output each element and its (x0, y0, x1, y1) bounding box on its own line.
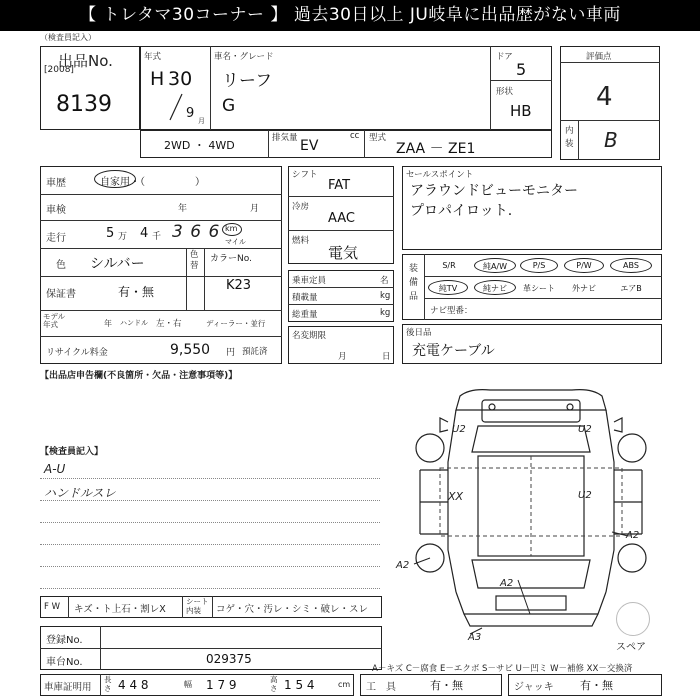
cert-length: 4 4 8 (118, 678, 149, 692)
shift-value: FAT (328, 178, 351, 193)
banner: 【 トレタマ30コーナー 】 過去30日以上 JU岐阜に出品歴がない車両 (0, 0, 700, 31)
mileage-km: km (225, 224, 238, 233)
inspector-line2: ハンドルスレ (44, 486, 116, 500)
handle-value: 左・右 (156, 319, 182, 329)
score-value: 4 (596, 82, 613, 112)
model-name: リーフ (222, 71, 273, 91)
chassis-label: 車台No. (46, 657, 83, 668)
equip-abs: ABS (623, 261, 639, 270)
year-month-unit: 月 (198, 117, 205, 125)
year-era: H (150, 68, 165, 90)
inspection-month-unit: 月 (250, 204, 260, 214)
navi-label: ナビ型番： (430, 306, 473, 316)
dealer-label: ディーラー・並行 (206, 319, 266, 328)
load-unit: kg (380, 291, 391, 301)
fw-value: キズ・ト上石・割レX (74, 604, 166, 615)
mileage-mile: マイル (225, 238, 246, 246)
shape-value: HB (510, 102, 532, 120)
sales-point-line2: プロパイロット. (410, 203, 513, 219)
color-value: シルバー (90, 256, 145, 272)
type-label: 型式 (369, 133, 387, 143)
cert-height: 1 5 4 (284, 678, 315, 692)
type-value: ZAA － ZE1 (396, 141, 476, 157)
mark-4: U2 (578, 490, 592, 501)
inspection-year-unit: 年 (178, 204, 188, 214)
history-value: 自家用・（ ） (100, 177, 205, 188)
seat-label: シート内装 (186, 597, 209, 615)
doors-label: ドア (496, 52, 513, 62)
inspector-line1: A-U (44, 462, 66, 476)
shift-label: シフト (292, 170, 318, 180)
aircon-value: AAC (328, 211, 355, 226)
capacity-label: 乗車定員 (292, 276, 327, 286)
displacement-unit: cc (350, 131, 360, 141)
spare-label: スペア (616, 642, 646, 653)
name-change-label: 名変期限 (292, 331, 327, 341)
spare-circle (616, 602, 650, 636)
fuel-value: 電気 (328, 244, 359, 262)
equip-ps: P/S (532, 261, 546, 270)
handle-label: ハンドル (120, 319, 148, 327)
lot-label: 出品No. (58, 52, 113, 70)
tools-value: 有・無 (430, 679, 463, 692)
equip-ext-navi: 外ナビ (572, 284, 596, 293)
equip-leather: 革シート (523, 284, 555, 293)
recycle-value: 9,550 (170, 342, 211, 358)
model-year-unit: 年 (104, 319, 112, 328)
capacity-unit: 名 (380, 276, 389, 286)
gross-unit: kg (380, 308, 391, 318)
displacement-label: 排気量 (272, 133, 298, 143)
interior-label: 内装 (565, 126, 574, 149)
mileage-man-unit: 万 (118, 232, 128, 242)
equip-aw: 純A/W (482, 262, 508, 271)
color-no: K23 (226, 278, 252, 293)
chassis-value: 029375 (206, 652, 252, 666)
left-info-box (40, 166, 282, 364)
color-no-label: カラーNo. (210, 254, 252, 264)
cert-unit: cm (338, 680, 351, 689)
equip-navi: 純ナビ (483, 284, 507, 293)
lot-stamp: [2008] (44, 65, 74, 75)
color-label: 色 (56, 260, 66, 271)
mark-2: U2 (578, 424, 592, 435)
aircon-label: 冷房 (292, 202, 310, 212)
drive-value: 2WD ・ 4WD (164, 139, 235, 152)
warranty-label: 保証書 (46, 289, 76, 300)
interior-value: B (604, 128, 618, 152)
name-change-month: 月 (338, 352, 347, 362)
doors-value: 5 (516, 60, 527, 79)
recycle-note: 預託済 (242, 347, 268, 357)
equip-pw: P/W (576, 261, 592, 270)
gross-label: 総重量 (292, 310, 318, 320)
registration-label: 登録No. (46, 635, 83, 646)
recycle-unit: 円 (226, 348, 236, 358)
car-diagram (400, 382, 662, 640)
fuel-label: 燃料 (292, 236, 310, 246)
mark-3: XX (448, 490, 464, 503)
model-label: 車名・グレード (214, 52, 274, 62)
lot-number: 8139 (56, 92, 112, 117)
warranty-value: 有・無 (118, 285, 155, 299)
inspection-label: 車検 (46, 205, 66, 216)
equip-tv: 純TV (438, 284, 458, 293)
sales-point-line1: アラウンドビューモニター (410, 183, 578, 199)
accessory-value: 充電ケーブル (412, 343, 495, 359)
accessory-label: 後日品 (406, 328, 432, 338)
score-label: 評価点 (586, 52, 612, 62)
cert-height-label: 高さ (270, 675, 278, 693)
legend: A－キズ C－腐食 E－エクボ S－サビ U－凹ミ W－補修 XX－交換済 (372, 664, 633, 674)
jack-value: 有・無 (580, 679, 613, 692)
equip-airbag: エアB (620, 284, 642, 293)
mark-6: A2 (396, 560, 410, 571)
displacement-value: EV (300, 138, 319, 154)
name-change-day: 日 (382, 352, 391, 362)
mark-7: A2 (500, 578, 514, 589)
year-month: 9 (186, 106, 195, 121)
cert-width: 1 7 9 (206, 678, 237, 692)
header-note: （検査員記入） (40, 33, 96, 42)
sales-point-label: セールスポイント (406, 170, 474, 180)
equip-sr: S/R (442, 261, 456, 270)
model-grade: G (222, 96, 236, 116)
history-label: 車歴 (46, 178, 66, 189)
year-label: 年式 (144, 52, 162, 62)
mileage-sen-unit: 千 (152, 232, 162, 242)
jack-label: ジャッキ (514, 682, 554, 693)
shape-label: 形状 (496, 87, 514, 97)
seat-value: コゲ・穴・汚レ・シミ・破レ・スレ (216, 604, 369, 615)
mark-1: U2 (452, 424, 466, 435)
cert-length-label: 長さ (104, 675, 112, 693)
inspector-label: 【検査員記入】 (40, 447, 104, 457)
cert-width-label: 幅 (184, 680, 192, 689)
mark-5: A2 (626, 530, 640, 541)
fw-label: F W (44, 602, 60, 612)
mileage-label: 走行 (46, 233, 66, 244)
cert-label: 車庫証明用 (44, 682, 92, 693)
color-change-label: 色替 (190, 250, 199, 271)
mileage-digits: 3 6 6 (172, 222, 221, 242)
mark-8: A3 (468, 632, 482, 643)
equipment-label: 装備品 (409, 264, 419, 302)
model-year-label: モデル年式 (43, 312, 66, 329)
year-value: 30 (168, 68, 193, 90)
declaration-label: 【出品店申告欄(不良箇所・欠品・注意事項等)】 (40, 371, 238, 381)
tools-label: 工 具 (366, 682, 396, 693)
mileage-sen: 4 (140, 226, 149, 241)
load-label: 積載量 (292, 293, 318, 303)
mileage-man: 5 (106, 226, 115, 241)
recycle-label: リサイクル料金 (46, 348, 108, 358)
